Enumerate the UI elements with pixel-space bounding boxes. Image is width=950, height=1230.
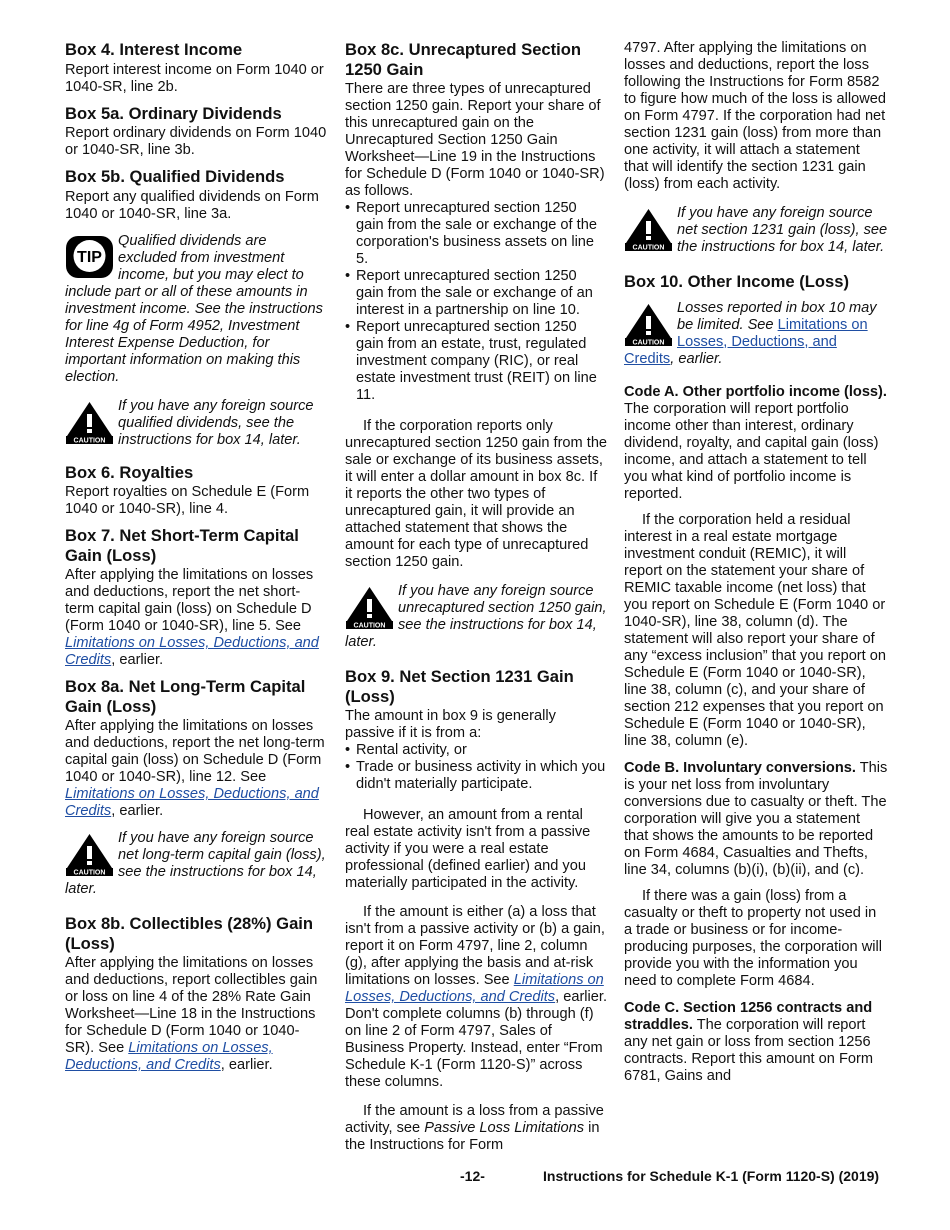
caution-note-2 bbox=[65, 830, 327, 898]
code-c-heading: Code C. Section 1256 contracts and straddles. bbox=[624, 999, 873, 1033]
box5a-heading: Box 5a. Ordinary Dividends bbox=[65, 103, 282, 123]
box8c-paragraph: If the corporation reports only unrecaptured section 1250 gain from the sale or exchange of its business assets, it will enter a dollar amount in box 8c. If it reports the other two types of unrecaptured gain, it will provide an attached statement that shows the amount for each type of unrecaptured section 1250 gain. bbox=[345, 418, 608, 570]
box9-paragraph: If the amount is either (a) a loss that isn't from a passive activity or (b) a gain, report it on Form 4797, line 2, column (g), after applying the basis and at-risk limitations on losses. See Limitations on Losses, Deductions, and Credits, earlier. Don't complete columns (b) through (f) on line 2 of Form 4797, Sales of Business Property. Instead, enter “From Schedule K-1 (Form 1120-S)” across these columns. bbox=[345, 904, 608, 1090]
box9-heading: Box 9. Net Section 1231 Gain (Loss) bbox=[345, 667, 574, 706]
code-c-paragraph: Code C. Section 1256 contracts and straddles. The corporation will report any net gain or loss from section 1256 contracts. Report this amount on Form 6781, Gains and bbox=[624, 999, 874, 1084]
limitations-link[interactable]: Limitations on Losses, Deductions, and Credits bbox=[65, 635, 319, 668]
caution-icon bbox=[65, 832, 114, 876]
caution-text-3: If you have any foreign source unrecaptured section 1250 gain, see the instructions for box 14, later. bbox=[345, 583, 607, 650]
caution-icon bbox=[65, 400, 114, 444]
page-number: -12- bbox=[460, 1168, 485, 1184]
box5b-heading: Box 5b. Qualified Dividends bbox=[65, 167, 285, 186]
code-a-paragraph: Code A. Other portfolio income (loss). The corporation will report portfolio income other than interest, ordinary dividend, royalty, and capital gain (loss) income, and attach a statement to tell you what kind of portfolio income is reported. bbox=[624, 383, 887, 502]
tip-text: Qualified dividends are excluded from investment income, but you may elect to include part or all of these amounts in investment income. See the instructions for line 4g of Form 4952, Investment Interest Expense Deduction, for important information on making this election. bbox=[65, 232, 323, 385]
box6-heading: Box 6. Royalties bbox=[65, 462, 194, 482]
caution-icon bbox=[624, 207, 673, 251]
caution-note-1 bbox=[65, 398, 327, 449]
box6-text: Report royalties on Schedule E (Form 1040 or 1040-SR), line 4. bbox=[65, 484, 310, 517]
box5b-text: Report any qualified dividends on Form 1040 or 1040-SR, line 3a. bbox=[65, 188, 319, 222]
continued-text: 4797. After applying the limitations on losses and deductions, report the loss following the Instructions for Form 8582 to figure how much of the loss is allowed on Form 4797. If the corporation had net section 1231 gain (loss) from more than one activity, it will attach a statement that will identify the section 1231 gain (loss) from each activity. bbox=[624, 40, 887, 192]
caution-icon bbox=[624, 302, 673, 346]
box4-text: Report interest income on Form 1040 or 1040-SR, line 2b. bbox=[65, 61, 324, 95]
box9-text: The amount in box 9 is generally passive if it is from a: bbox=[345, 708, 556, 741]
bullet-item: • Trade or business activity in which you didn't materially participate. bbox=[345, 759, 608, 793]
caution-label: CAUTION bbox=[73, 437, 106, 444]
code-b-paragraph-2: If there was a gain (loss) from a casualty or theft to property not used in a trade or business or for income-producing purposes, the corporation will provide you with the information you need to complete Form 4684. bbox=[624, 887, 882, 989]
box9-paragraph: However, an amount from a rental real estate activity isn't from a passive activity if you were a real estate professional (defined earlier) and you materially participated in the activity. bbox=[345, 807, 591, 891]
caution-icon bbox=[345, 585, 394, 629]
code-b-heading: Code B. Involuntary conversions. bbox=[624, 759, 856, 776]
caution-note-3 bbox=[345, 583, 608, 651]
box8c-heading: Box 8c. Unrecaptured Section 1250 Gain bbox=[345, 40, 582, 79]
caution-label: CAUTION bbox=[73, 869, 106, 876]
tip-icon bbox=[65, 235, 114, 279]
box5a-text: Report ordinary dividends on Form 1040 or 1040-SR, line 3b. bbox=[65, 125, 327, 158]
bullet-item: • Report unrecaptured section 1250 gain from an estate, trust, regulated investment company (RIC), or real estate investment trust (REIT) on line 11. bbox=[345, 319, 608, 404]
box8a-text: After applying the limitations on losses and deductions, report the net long-term capital gain (loss) on Schedule D (Form 1040 or 1040-SR), line 12. See Limitations on Losses, Deductions, and Credits, earlier. bbox=[65, 718, 325, 819]
column-1 bbox=[65, 40, 327, 1080]
code-a-heading: Code A. Other portfolio income (loss). bbox=[624, 383, 887, 400]
tip-note bbox=[65, 233, 327, 386]
caution-text-2: If you have any foreign source net long-term capital gain (loss), see the instructions for box 14, later. bbox=[65, 830, 326, 897]
box8a-heading: Box 8a. Net Long-Term Capital Gain (Loss) bbox=[65, 677, 306, 716]
caution-note-4 bbox=[624, 205, 888, 256]
box7-heading: Box 7. Net Short-Term Capital Gain (Loss) bbox=[65, 526, 299, 565]
box4-heading: Box 4. Interest Income bbox=[65, 40, 243, 59]
box7-text: After applying the limitations on losses and deductions, report the net short-term capital gain (loss) on Schedule D (Form 1040 or 1040-SR), line 5. See Limitations on Losses, Deductions, and Credits, earlier. bbox=[65, 567, 319, 668]
limitations-link[interactable]: Limitations on Losses, Deductions, and Credits bbox=[345, 972, 604, 1005]
column-3 bbox=[624, 40, 888, 1091]
caution-label: CAUTION bbox=[632, 244, 665, 251]
box8b-text: After applying the limitations on losses and deductions, report collectibles gain or loss on line 4 of the 28% Rate Gain Worksheet—Line 18 in the Instructions for Schedule D (Form 1040 or 1040-SR). See Limitations on Losses, Deductions, and Credits, earlier. bbox=[65, 955, 318, 1073]
limitations-link[interactable]: Limitations on Losses, Deductions, and Credits bbox=[65, 786, 319, 819]
bullet-item: • Rental activity, or bbox=[345, 742, 608, 759]
tip-label: TIP bbox=[77, 248, 102, 266]
box9-paragraph: If the amount is a loss from a passive activity, see Passive Loss Limitations in the Instructions for Form bbox=[345, 1103, 604, 1153]
caution-label: CAUTION bbox=[632, 339, 665, 346]
code-a-paragraph-2: If the corporation held a residual interest in a real estate mortgage investment conduit (REMIC), it will report on the statement your share of REMIC taxable income (net loss) that you report on Schedule E (Form 1040 or 1040-SR), line 38, column (d). The statement will also report your share of any “excess inclusion” that you report on Schedule E (Form 1040 or 1040-SR), line 38, column (c), and your share of section 212 expenses that you report on Schedule E (Form 1040 or 1040-SR), line 38, column (e). bbox=[624, 511, 887, 749]
bullet-item: • Report unrecaptured section 1250 gain from the sale or exchange of the corporation's business assets on line 5. bbox=[345, 200, 608, 268]
caution-text-4: If you have any foreign source net section 1231 gain (loss), see the instructions for box 14, later. bbox=[677, 205, 888, 255]
box8c-text: There are three types of unrecaptured section 1250 gain. Report your share of this unrecaptured gain on the Unrecaptured Section 1250 Gain Worksheet—Line 19 in the Instructions for Schedule D (Form 1040 or 1040-SR) as follows. bbox=[345, 81, 605, 199]
limitations-link[interactable]: Limitations on Losses, Deductions, and Credits bbox=[65, 1040, 273, 1073]
caution-note-5: CAUTION Losses reported in box 10 may be limited. See Limitations on Losses, Deductions, and Credits, earlier. bbox=[624, 299, 877, 367]
code-b-paragraph: Code B. Involuntary conversions. This is your net loss from involuntary conversions due to casualty or theft. The corporation will give you a statement that shows the amounts to be reported on Form 4684, Casualties and Thefts, line 34, columns (b)(i), (b)(ii), and (c). bbox=[624, 759, 888, 878]
box8b-heading: Box 8b. Collectibles (28%) Gain (Loss) bbox=[65, 914, 314, 953]
caution-text-1: If you have any foreign source qualified dividends, see the instructions for box 14, later. bbox=[118, 397, 314, 448]
limitations-link[interactable]: Limitations on Losses, Deductions, and Credits bbox=[624, 316, 868, 367]
box10-heading: Box 10. Other Income (Loss) bbox=[624, 272, 849, 291]
footer-title: Instructions for Schedule K-1 (Form 1120-S) (2019) bbox=[543, 1168, 880, 1184]
caution-label: CAUTION bbox=[353, 622, 386, 629]
column-2 bbox=[345, 40, 608, 1160]
bullet-item: • Report unrecaptured section 1250 gain from the sale or exchange of an interest in a partnership on line 10. bbox=[345, 268, 608, 319]
